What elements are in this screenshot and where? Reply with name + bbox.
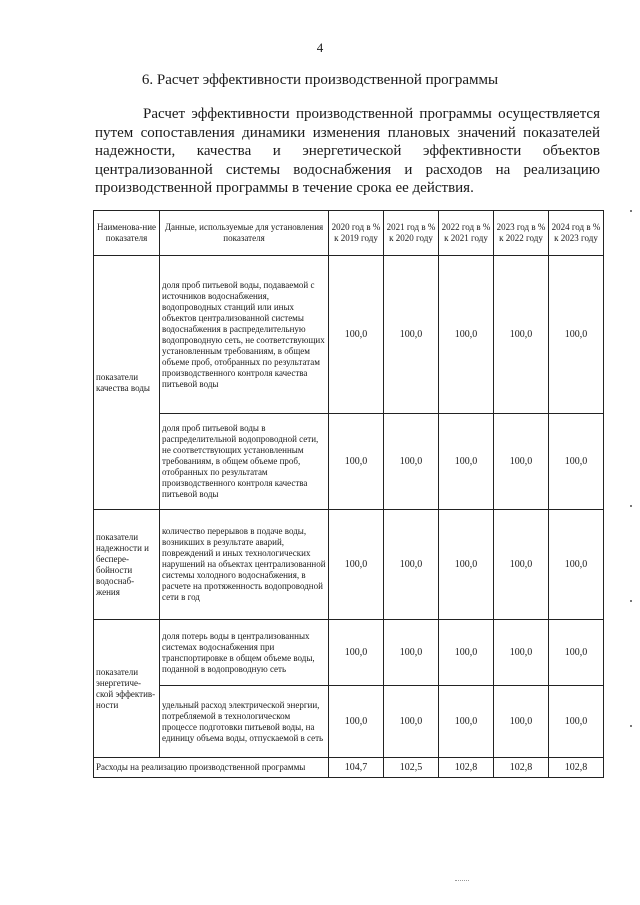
row-value: 100,0 <box>439 686 494 758</box>
section-title: 6. Расчет эффективности производственной программы <box>141 72 499 88</box>
footer-value: 102,8 <box>494 758 549 778</box>
row-value: 100,0 <box>384 414 439 510</box>
row-value: 100,0 <box>494 256 549 414</box>
row-value: 100,0 <box>549 686 604 758</box>
intro-paragraph: Расчет эффективности производственной программы осуществляется путем сопоставления динамики изменения плановых значений показателей надежности, качества и энергетической эффективности объектов централизованной системы водоснабжения и расходов на реализацию производственной программы в течение срока ее действия. <box>95 106 600 196</box>
row-value: 100,0 <box>549 414 604 510</box>
row-value: 100,0 <box>329 414 384 510</box>
row-value: 100,0 <box>494 620 549 686</box>
row-value: 100,0 <box>384 256 439 414</box>
scan-margin-mark <box>630 725 632 727</box>
row-data-description: доля потерь воды в централизованных системах водоснабжения при транспортировке в общем объеме воды, поданной в водопроводную сеть <box>160 620 329 686</box>
row-value: 100,0 <box>549 510 604 620</box>
table-row <box>94 620 604 686</box>
scan-margin-mark <box>630 600 632 602</box>
row-value: 100,0 <box>439 620 494 686</box>
row-value: 100,0 <box>384 686 439 758</box>
row-value: 100,0 <box>329 686 384 758</box>
header-data-used: Данные, используемые для установления показателя <box>160 211 329 256</box>
row-data-description: удельный расход электрической энергии, потребляемой в технологическом процессе подготовки питьевой воды, на единицу объема воды, отпускаемой в сеть <box>160 686 329 758</box>
footer-expenses-label: Расходы на реализацию производственной программы <box>94 758 329 778</box>
row-data-description: количество перерывов в подаче воды, возникших в результате аварий, повреждений и иных технологических нарушений на объектах централизованной системы холодного водоснабжения, в расчете на протяженность водопроводной сети в год <box>160 510 329 620</box>
header-year: 2023 год в % к 2022 году <box>494 211 549 256</box>
table-row <box>94 256 604 414</box>
header-year: 2022 год в % к 2021 году <box>439 211 494 256</box>
row-value: 100,0 <box>549 256 604 414</box>
row-value: 100,0 <box>494 686 549 758</box>
row-value: 100,0 <box>439 256 494 414</box>
group-water-quality: показатели качества воды <box>94 256 160 510</box>
group-reliability: показатели надежности и беспере-бойности водоснаб-жения <box>94 510 160 620</box>
row-value: 100,0 <box>439 510 494 620</box>
row-value: 100,0 <box>384 620 439 686</box>
row-data-description: доля проб питьевой воды, подаваемой с источников водоснабжения, водопроводных станций или иных объектов централизованной системы водоснабжения в распределительную водопроводную сеть, не соответствующих установленным требованиям, в общем объеме проб, отобранных по результатам производственного контроля качества питьевой воды <box>160 256 329 414</box>
group-energy-efficiency: показатели энергетиче-ской эффектив-ности <box>94 620 160 758</box>
page-number: 4 <box>316 40 324 55</box>
scan-margin-mark <box>630 210 632 212</box>
footer-value: 102,8 <box>439 758 494 778</box>
row-value: 100,0 <box>384 510 439 620</box>
scan-artifact <box>455 880 469 885</box>
row-value: 100,0 <box>329 256 384 414</box>
footer-value: 102,8 <box>549 758 604 778</box>
table-row <box>94 414 604 510</box>
row-value: 100,0 <box>329 620 384 686</box>
efficiency-table <box>93 210 604 778</box>
scan-margin-mark <box>630 505 632 507</box>
footer-value: 102,5 <box>384 758 439 778</box>
footer-value: 104,7 <box>329 758 384 778</box>
row-value: 100,0 <box>494 510 549 620</box>
row-value: 100,0 <box>329 510 384 620</box>
row-value: 100,0 <box>494 414 549 510</box>
row-value: 100,0 <box>439 414 494 510</box>
table-footer-row <box>94 758 604 778</box>
table-header-row <box>94 211 604 256</box>
row-value: 100,0 <box>549 620 604 686</box>
header-year: 2021 год в % к 2020 году <box>384 211 439 256</box>
header-year: 2024 год в % к 2023 году <box>549 211 604 256</box>
table-row <box>94 686 604 758</box>
table-row <box>94 510 604 620</box>
row-data-description: доля проб питьевой воды в распределительной водопроводной сети, не соответствующих установленным требованиям, в общем объеме проб, отобранных по результатам производственного контроля качества питьевой воды <box>160 414 329 510</box>
header-year: 2020 год в % к 2019 году <box>329 211 384 256</box>
header-indicator-name: Наименова-ние показателя <box>94 211 160 256</box>
